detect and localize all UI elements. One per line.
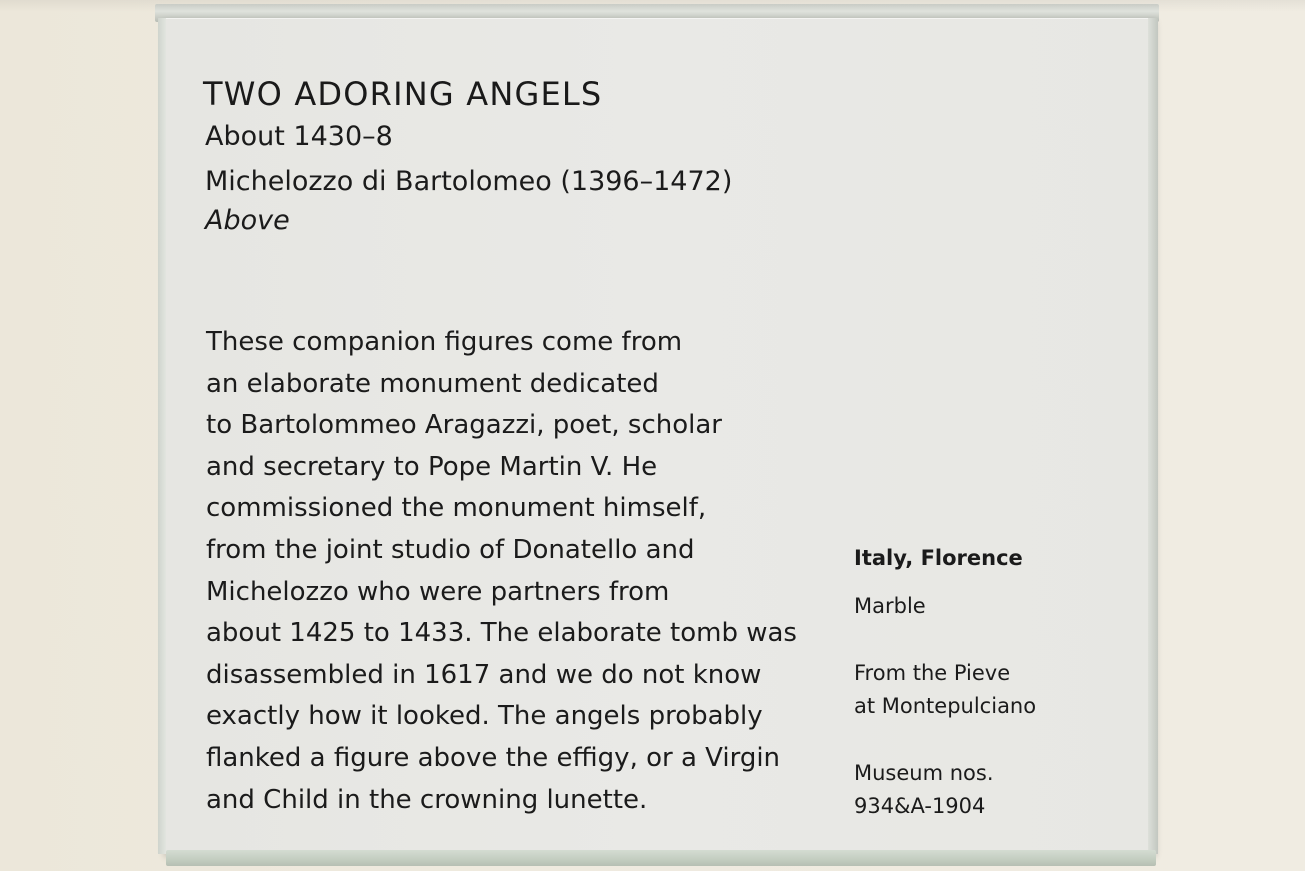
description-line: and Child in the crowning lunette. [206,784,648,815]
provenance-text [854,657,1036,723]
description-line: exactly how it looked. The angels probably [206,701,763,732]
material-text: Marble [854,594,926,618]
provenance-line: From the Pieve [854,661,1011,685]
label-frame-right-edge [1148,18,1158,854]
description-line: flanked a figure above the effigy, or a Virgin [206,742,781,773]
label-frame-bottom-edge [166,850,1156,866]
museum-number-line: 934&A-1904 [854,794,986,818]
artist-name: Michelozzo di Bartolomeo (1396–1472) [205,166,733,197]
description-line: Michelozzo who were partners from [206,576,670,607]
description-text [206,322,826,821]
artwork-date: About 1430–8 [205,121,393,152]
artwork-position: Above [205,205,290,236]
description-line: commissioned the monument himself, [206,493,707,524]
museum-number-line: Museum nos. [854,761,994,785]
description-line: from the joint studio of Donatello and [206,534,695,565]
museum-number-text [854,757,994,823]
label-frame-left-edge [158,18,166,854]
description-line: about 1425 to 1433. The elaborate tomb was [206,618,797,649]
description-line: disassembled in 1617 and we do not know [206,659,762,690]
description-line: These companion figures come from [206,327,683,357]
artwork-title: TWO ADORING ANGELS [203,75,603,113]
origin-text: Italy, Florence [854,546,1023,570]
description-line: and secretary to Pope Martin V. He [206,451,658,482]
description-line: to Bartolommeo Aragazzi, poet, scholar [206,410,722,441]
provenance-line: at Montepulciano [854,694,1037,718]
description-line: an elaborate monument dedicated [206,368,659,399]
